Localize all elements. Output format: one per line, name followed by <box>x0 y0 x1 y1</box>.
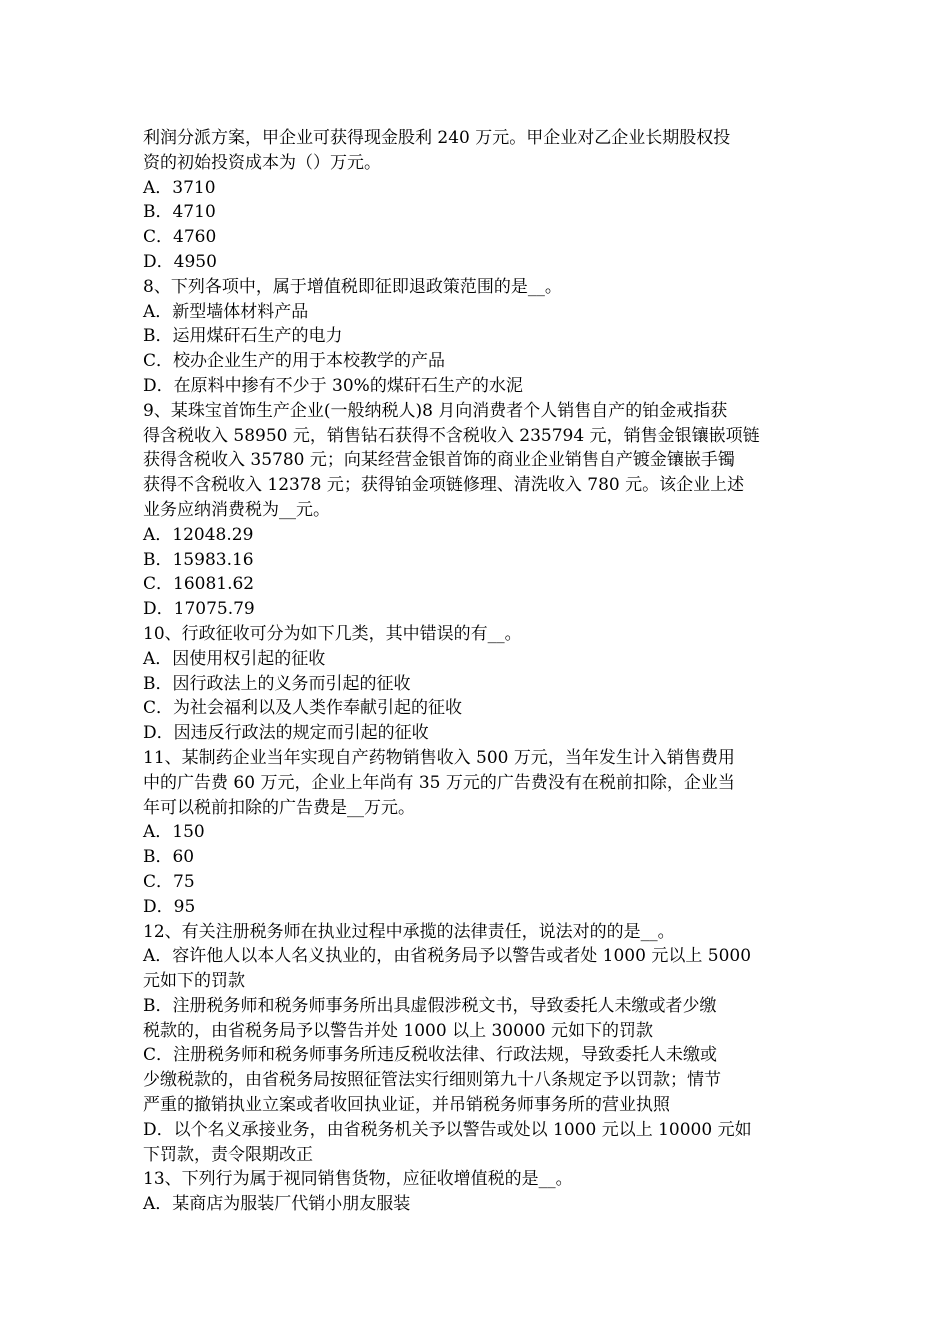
question-text-line: 业务应纳消费税为__元。 <box>143 499 330 520</box>
answer-option: B．因行政法上的义务而引起的征收 <box>143 673 411 694</box>
question-text-line: 13、下列行为属于视同销售货物，应征收增值税的是__。 <box>143 1169 573 1190</box>
answer-option: C．校办企业生产的用于本校教学的产品 <box>143 351 446 372</box>
answer-option: A．12048.29 <box>143 524 254 545</box>
answer-option: D．以个名义承接业务，由省税务机关予以警告或处以 1000 元以上 10000 元如 <box>143 1119 752 1140</box>
question-text-line: 10、行政征收可分为如下几类，其中错误的有__。 <box>143 623 522 644</box>
question-10 <box>143 622 811 746</box>
answer-option: C．注册税务师和税务师事务所违反税收法律、行政法规，导致委托人未缴或 <box>143 1045 718 1066</box>
question-text-line: 中的广告费 60 万元，企业上年尚有 35 万元的广告费没有在税前扣除，企业当 <box>143 772 735 793</box>
answer-option: A．3710 <box>143 177 216 198</box>
answer-option: A．因使用权引起的征收 <box>143 648 326 669</box>
question-text-line: 12、有关注册税务师在执业过程中承揽的法律责任，说法对的的是__。 <box>143 921 675 942</box>
question-text-line: 获得不含税收入 12378 元；获得铂金项链修理、清洗收入 780 元。该企业上述 <box>143 475 745 496</box>
question-text-line: 资的初始投资成本为（）万元。 <box>143 152 381 173</box>
question-text-line: 获得含税收入 35780 元；向某经营金银首饰的商业企业销售自产镀金镶嵌手镯 <box>143 450 735 471</box>
answer-option: D．17075.79 <box>143 599 255 620</box>
answer-option: A．容许他人以本人名义执业的，由省税务局予以警告或者处 1000 元以上 5000 <box>143 946 752 967</box>
answer-option: D．95 <box>143 896 196 917</box>
question-text-line: 11、某制药企业当年实现自产药物销售收入 500 万元，当年发生计入销售费用 <box>143 747 735 768</box>
answer-option: B．15983.16 <box>143 549 254 570</box>
question-text-line: 8、下列各项中，属于增值税即征即退政策范围的是__。 <box>143 276 562 297</box>
answer-option: C．16081.62 <box>143 574 255 595</box>
question-13 <box>143 1167 811 1217</box>
question-8 <box>143 275 811 399</box>
answer-option: A．150 <box>143 822 205 843</box>
answer-option-continuation: 少缴税款的，由省税务局按照征管法实行细则第九十八条规定予以罚款；情节 <box>143 1070 721 1091</box>
answer-option-continuation: 下罚款，责令限期改正 <box>143 1144 313 1165</box>
answer-option: A．新型墙体材料产品 <box>143 301 309 322</box>
question-text-line: 9、某珠宝首饰生产企业(一般纳税人)8 月向消费者个人销售自产的铂金戒指获 <box>143 400 728 421</box>
answer-option: C．4760 <box>143 227 217 248</box>
answer-option: A．某商店为服装厂代销小朋友服装 <box>143 1194 411 1215</box>
question-text-line: 得含税收入 58950 元，销售钻石获得不含税收入 235794 元，销售金银镶嵌项链 <box>143 425 760 446</box>
answer-option-continuation: 元如下的罚款 <box>143 971 245 992</box>
answer-option: B．60 <box>143 847 195 868</box>
answer-option: C．75 <box>143 871 195 892</box>
question-12 <box>143 920 811 1168</box>
answer-option: B．运用煤矸石生产的电力 <box>143 326 343 347</box>
answer-option: D．4950 <box>143 251 217 272</box>
answer-option: B．注册税务师和税务师事务所出具虚假涉税文书，导致委托人未缴或者少缴 <box>143 995 717 1016</box>
answer-option: D．在原料中掺有不少于 30%的煤矸石生产的水泥 <box>143 375 523 396</box>
answer-option: D．因违反行政法的规定而引起的征收 <box>143 723 429 744</box>
question-9 <box>143 399 811 622</box>
answer-option-continuation: 严重的撤销执业立案或者收回执业证，并吊销税务师事务所的营业执照 <box>143 1095 670 1116</box>
document-body <box>143 126 811 1217</box>
intro-question <box>143 126 811 275</box>
question-11 <box>143 746 811 920</box>
answer-option: C．为社会福利以及人类作奉献引起的征收 <box>143 698 463 719</box>
question-text-line: 年可以税前扣除的广告费是__万元。 <box>143 797 415 818</box>
question-text-line: 利润分派方案，甲企业可获得现金股利 240 万元。甲企业对乙企业长期股权投 <box>143 128 731 148</box>
answer-option-continuation: 税款的，由省税务局予以警告并处 1000 以上 30000 元如下的罚款 <box>143 1020 653 1041</box>
answer-option: B．4710 <box>143 202 216 223</box>
